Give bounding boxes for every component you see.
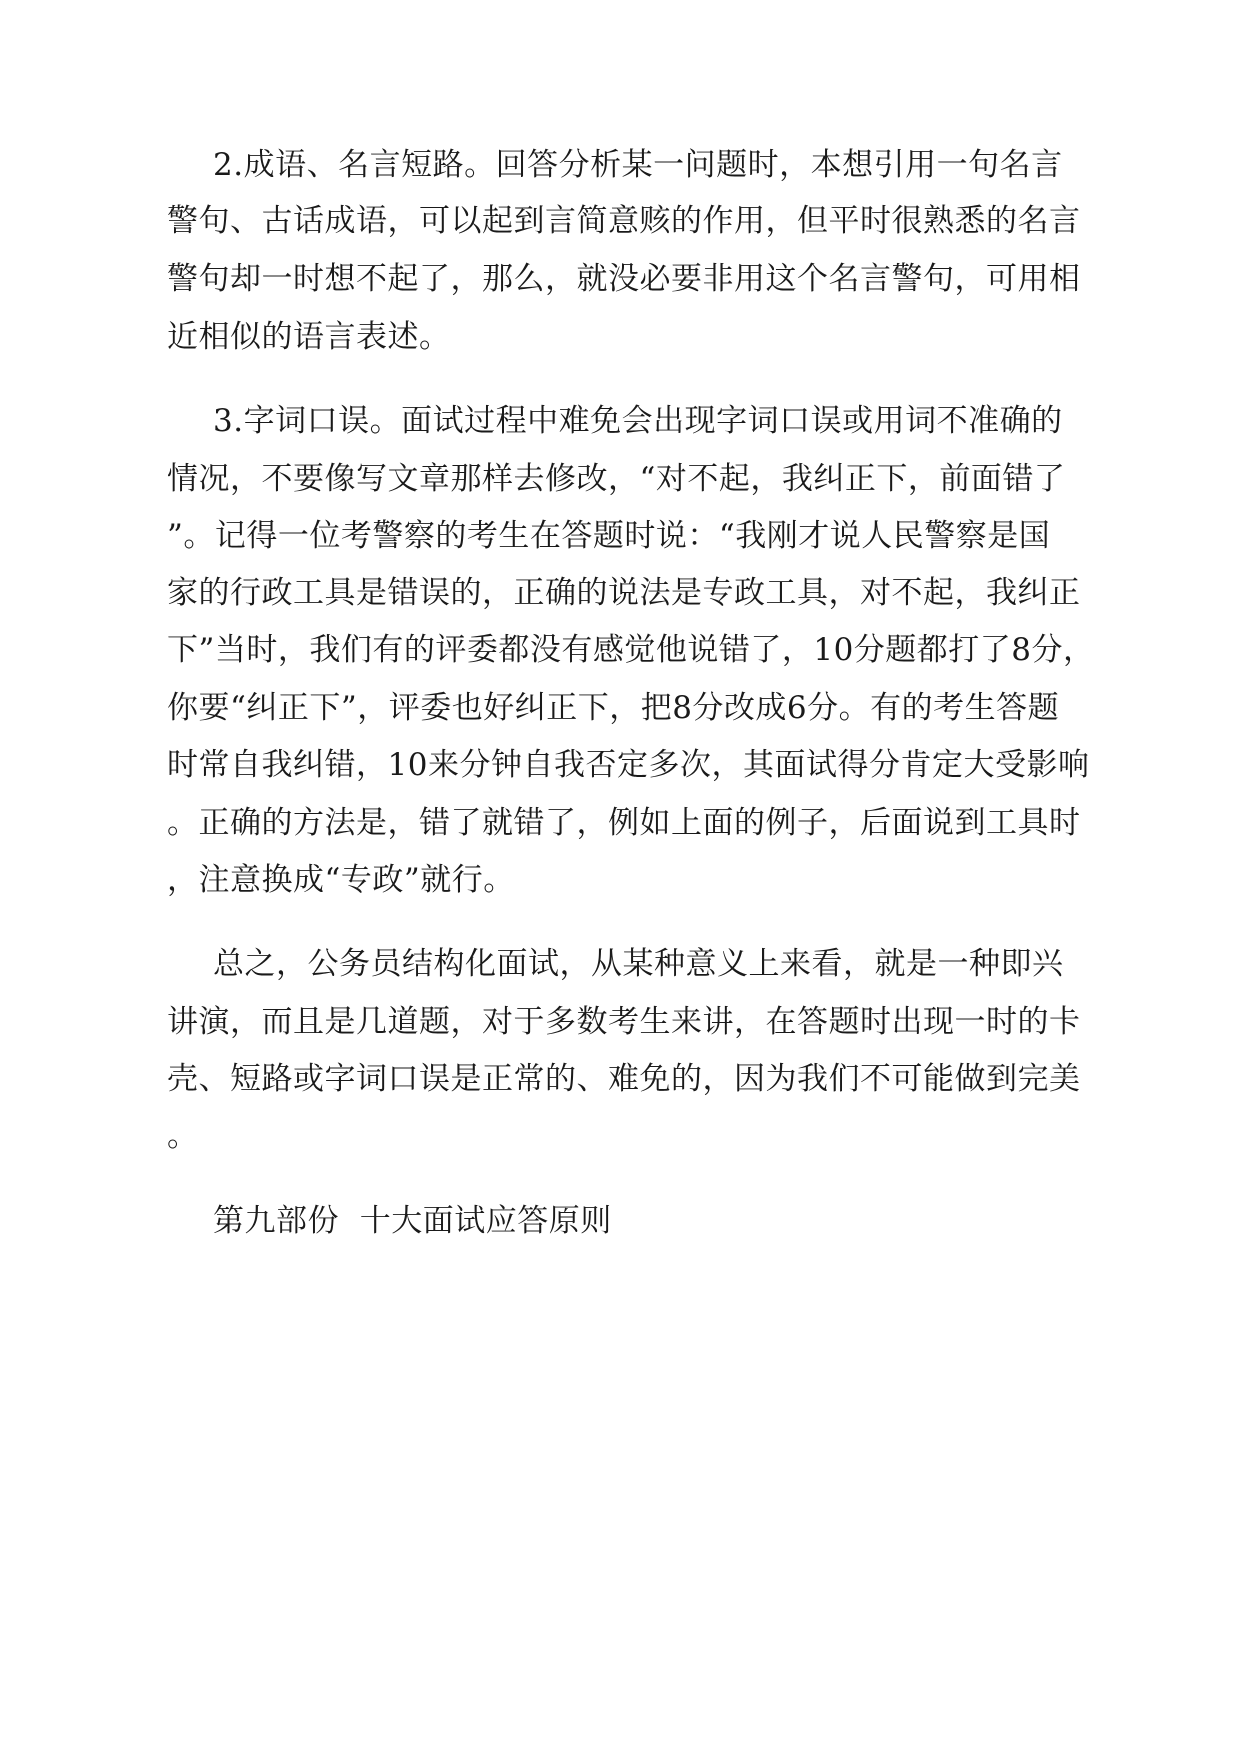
paragraph-2-line-9: ，注意换成“专政”就行。 bbox=[167, 862, 515, 898]
paragraph-2-line-3: ”。记得一位考警察的考生在答题时说：“我刚才说人民警察是国 bbox=[167, 518, 1051, 554]
paragraph-1-line-1: 2.成语、名言短路。回答分析某一问题时，本想引用一句名言 bbox=[213, 147, 1063, 183]
paragraph-3-line-4: 。 bbox=[167, 1118, 199, 1154]
paragraph-2-line-4: 家的行政工具是错误的，正确的说法是专政工具，对不起，我纠正 bbox=[167, 575, 1081, 611]
paragraph-3-line-1: 总之，公务员结构化面试，从某种意义上来看，就是一种即兴 bbox=[213, 946, 1064, 982]
paragraph-2-line-6: 你要“纠正下”，评委也好纠正下，把8分改成6分。有的考生答题 bbox=[167, 690, 1060, 726]
section-heading: 第九部份 十大面试应答原则 bbox=[213, 1203, 612, 1239]
paragraph-2-line-8: 。正确的方法是，错了就错了，例如上面的例子，后面说到工具时 bbox=[167, 805, 1081, 841]
paragraph-1-line-3: 警句却一时想不起了，那么，就没必要非用这个名言警句，可用相 bbox=[167, 261, 1081, 297]
paragraph-2-line-7: 时常自我纠错，10来分钟自我否定多次，其面试得分肯定大受影响 bbox=[167, 747, 1090, 783]
paragraph-1-line-2: 警句、古话成语，可以起到言简意赅的作用，但平时很熟悉的名言 bbox=[167, 203, 1081, 239]
paragraph-2-line-2: 情况，不要像写文章那样去修改，“对不起，我纠正下，前面错了 bbox=[167, 461, 1066, 497]
paragraph-1-line-4: 近相似的语言表述。 bbox=[167, 319, 451, 355]
paragraph-2-line-5: 下”当时，我们有的评委都没有感觉他说错了，10分题都打了8分， bbox=[167, 632, 1095, 668]
paragraph-3-line-3: 壳、短路或字词口误是正常的、难免的，因为我们不可能做到完美 bbox=[167, 1061, 1081, 1097]
paragraph-2-line-1: 3.字词口误。面试过程中难免会出现字词口误或用词不准确的 bbox=[213, 403, 1063, 439]
paragraph-3-line-2: 讲演，而且是几道题，对于多数考生来讲，在答题时出现一时的卡 bbox=[167, 1004, 1081, 1040]
